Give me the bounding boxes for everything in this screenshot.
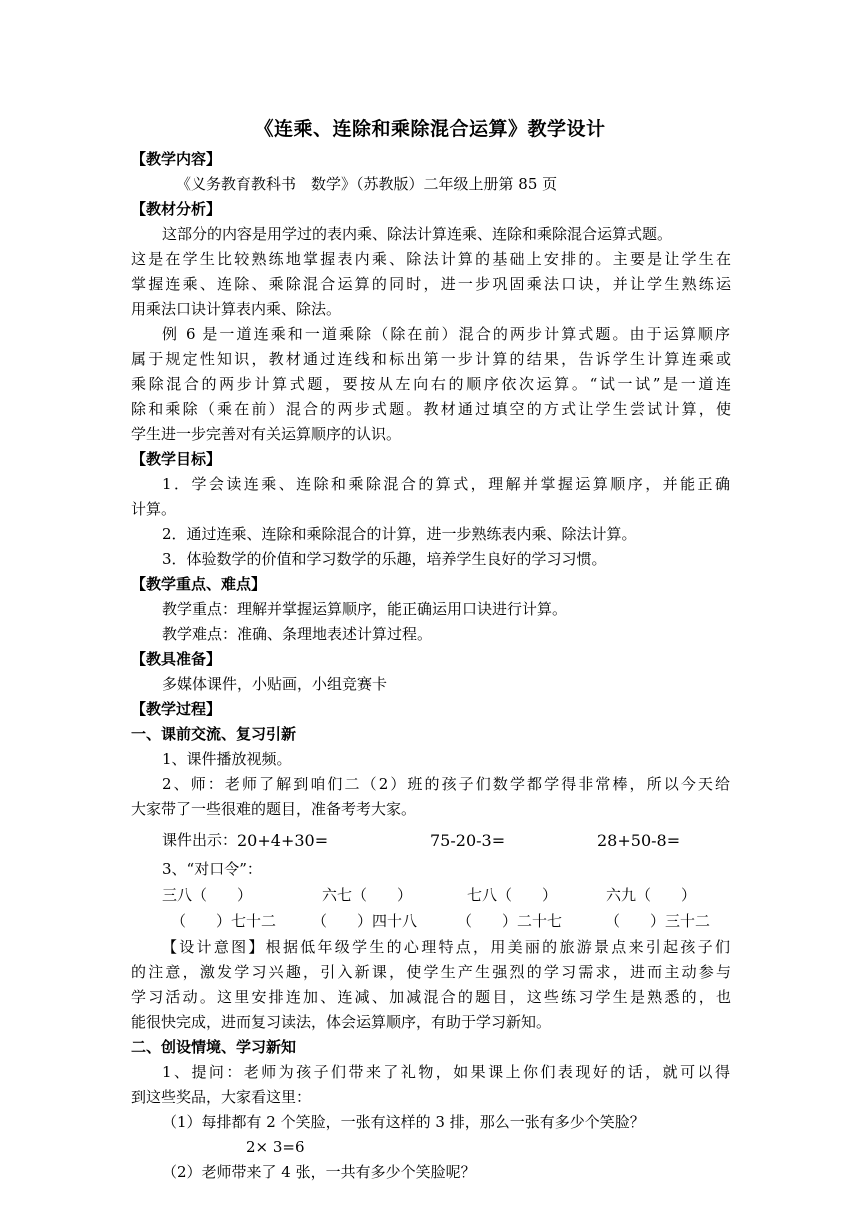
design-intent-line: 【设计意图】根据低年级学生的心理特点，用美丽的旅游景点来引起孩子们	[162, 938, 730, 956]
paragraph-line: 到这些奖品，大家看这里：	[131, 1088, 312, 1106]
section-heading-2: 二、创设情境、学习新知	[131, 1038, 297, 1056]
equation: 2× 3=6	[246, 1138, 305, 1156]
heading-teaching-process: 【教学过程】	[131, 700, 222, 718]
goal-item-1: 1．学会读连乘、连除和乘除混合的算式，理解并掌握运算顺序，并能正确	[162, 475, 730, 493]
heading-materials: 【教具准备】	[131, 650, 222, 668]
document-title: 《连乘、连除和乘除混合运算》教学设计	[254, 118, 606, 140]
paragraph-line: 《义务教育教科书 数学》（苏教版）二年级上册第 85 页	[176, 175, 558, 193]
oral-drill-item: （ ）七十二	[171, 912, 277, 930]
expression-2: 75-20-3=	[430, 831, 506, 850]
design-intent-line: 能很快完成，进而复习读法，体会运算顺序，有助于学习新知。	[131, 1013, 552, 1031]
goal-item-3: 3．体验数学的价值和学习数学的乐趣，培养学生良好的学习习惯。	[162, 550, 607, 568]
heading-material-analysis: 【教材分析】	[131, 200, 222, 218]
oral-drill-item: 三八（ ）	[162, 886, 253, 904]
question-2: （2）老师带来了 4 张，一共有多少个笑脸呢？	[162, 1163, 476, 1181]
question-1: （1）每排都有 2 个笑脸，一张有这样的 3 排，那么一张有多少个笑脸？	[162, 1113, 645, 1131]
paragraph-line: 属于规定性知识，教材通过连线和标出第一步计算的结果，告诉学生计算连乘或	[131, 350, 731, 368]
paragraph-line: 这是在学生比较熟练地掌握表内乘、除法计算的基础上安排的。主要是让学生在	[131, 250, 731, 268]
paragraph-line: 2、师：老师了解到咱们二（2）班的孩子们数学都学得非常棒，所以今天给	[162, 775, 730, 793]
oral-drill-item: （ ）二十七	[457, 912, 563, 930]
key-point-line: 教学重点：理解并掌握运算顺序，能正确运用口诀进行计算。	[162, 600, 568, 618]
goal-item-2: 2．通过连乘、连除和乘除混合的计算，进一步熟练表内乘、除法计算。	[162, 525, 637, 543]
paragraph-line: 计算。	[131, 500, 177, 518]
design-intent-line: 的注意，激发学习兴趣，引入新课，使学生产生强烈的学习需求，进而主动参与	[131, 963, 731, 981]
paragraph-line: 1、提问：老师为孩子们带来了礼物，如果课上你们表现好的话，就可以得	[162, 1063, 730, 1081]
paragraph-line: 3、“对口令”：	[162, 860, 262, 878]
paragraph-line: 这部分的内容是用学过的表内乘、除法计算连乘、连除和乘除混合运算式题。	[162, 225, 673, 243]
paragraph-line: 学生进一步完善对有关运算顺序的认识。	[131, 425, 402, 443]
oral-drill-item: （ ）四十八	[312, 912, 418, 930]
paragraph-line: 用乘法口诀计算表内乘、除法。	[131, 300, 342, 318]
paragraph-line: 例 6 是一道连乘和一道乘除（除在前）混合的两步计算式题。由于运算顺序	[162, 325, 730, 343]
paragraph-line: 1、课件播放视频。	[162, 750, 292, 768]
paragraph-line: 多媒体课件，小贴画，小组竞赛卡	[162, 675, 388, 693]
paragraph-line: 除和乘除（乘在前）混合的两步式题。教材通过填空的方式让学生尝试计算，使	[131, 400, 731, 418]
courseware-label: 课件出示：	[162, 831, 238, 849]
heading-teaching-content: 【教学内容】	[131, 150, 222, 168]
oral-drill-item: 六九（ ）	[606, 886, 697, 904]
oral-drill-item: 七八（ ）	[467, 886, 558, 904]
heading-teaching-goals: 【教学目标】	[131, 450, 222, 468]
paragraph-line: 大家带了一些很难的题目，准备考考大家。	[131, 800, 417, 818]
design-intent-line: 学习活动。这里安排连加、连减、加减混合的题目，这些练习学生是熟悉的，也	[131, 988, 731, 1006]
oral-drill-item: 六七（ ）	[322, 886, 413, 904]
section-heading-1: 一、课前交流、复习引新	[131, 725, 297, 743]
paragraph-line: 乘除混合的两步计算式题，要按从左向右的顺序依次运算。“试一试”是一道连	[131, 375, 731, 393]
heading-key-points: 【教学重点、难点】	[131, 575, 267, 593]
expression-1: 20+4+30=	[237, 831, 329, 850]
expression-3: 28+50-8=	[597, 831, 681, 850]
difficulty-line: 教学难点：准确、条理地表述计算过程。	[162, 625, 433, 643]
paragraph-line: 掌握连乘、连除、乘除混合运算的同时，进一步巩固乘法口诀，并让学生熟练运	[131, 275, 731, 293]
oral-drill-item: （ ）三十二	[605, 912, 711, 930]
